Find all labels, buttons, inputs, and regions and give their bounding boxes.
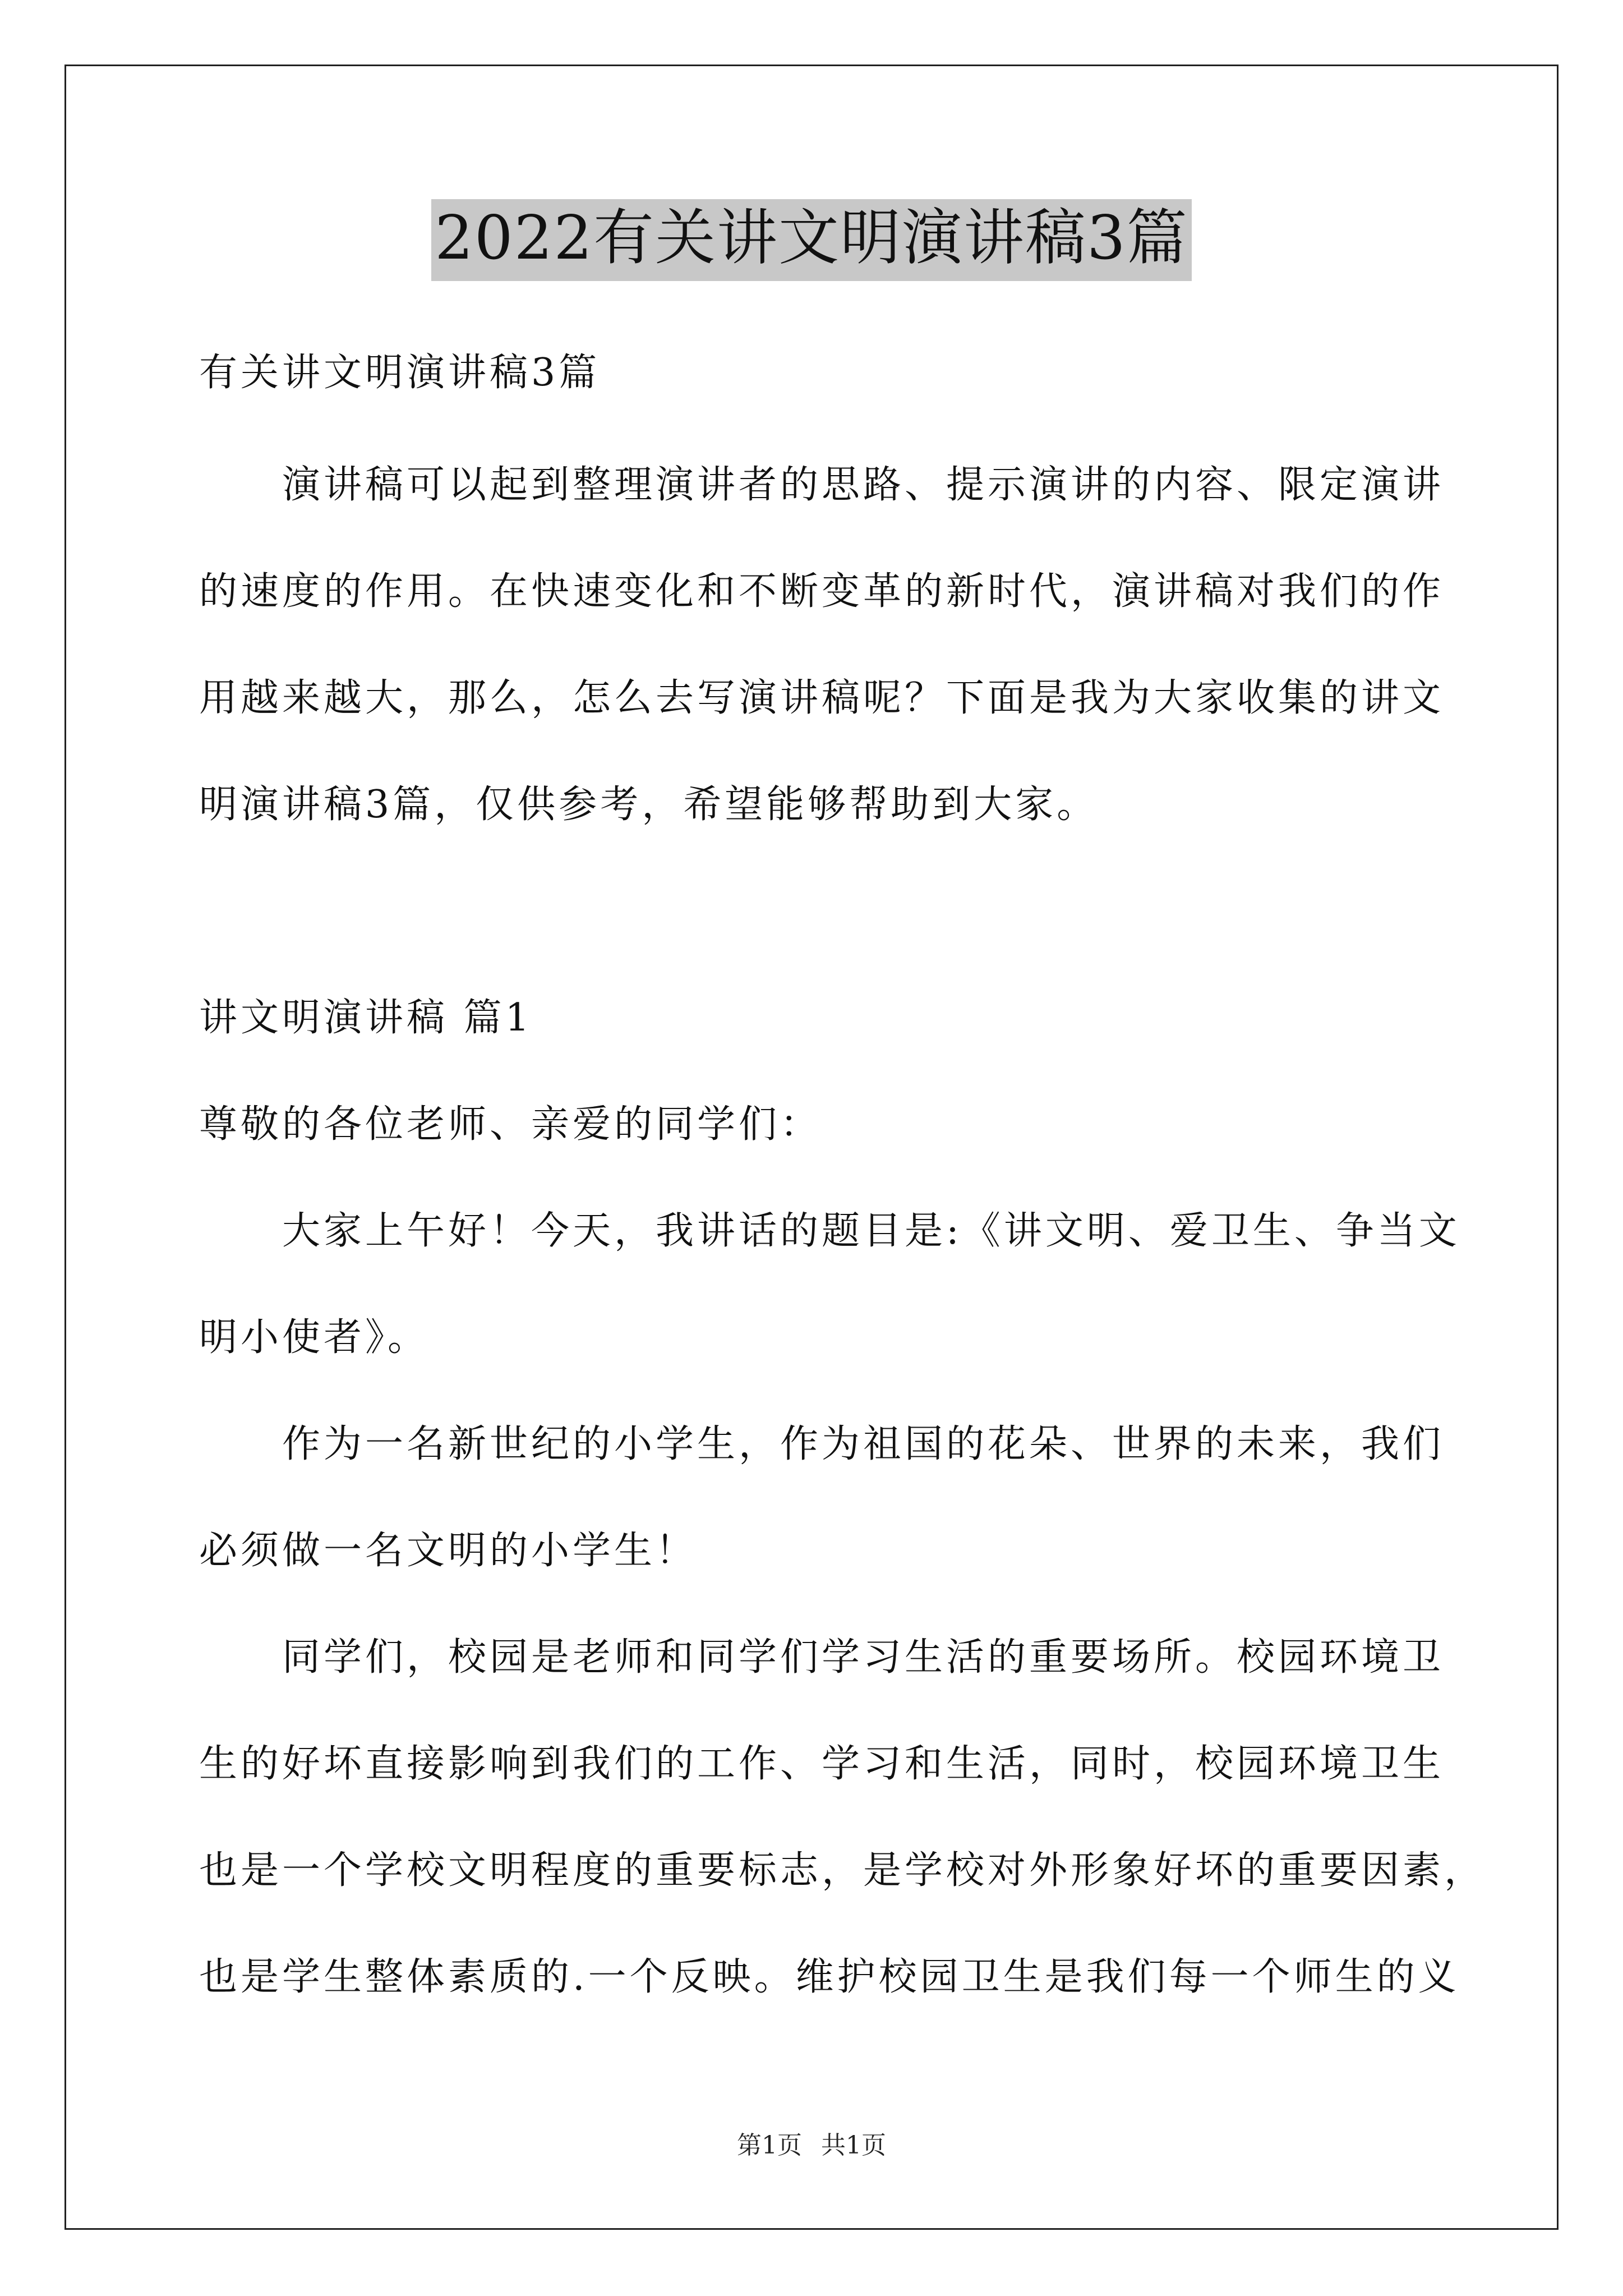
page-footer <box>0 2132 1623 2160</box>
body-line: 也是一个学校文明程度的重要标志，是学校对外形象好坏的重要因素， <box>199 1848 1486 1893</box>
page-total: 共1页 <box>821 2131 886 2160</box>
greeting-line: 尊敬的各位老师、亲爱的同学们： <box>199 1102 822 1147</box>
body-line: 同学们，校园是老师和同学们学习生活的重要场所。校园环境卫 <box>282 1635 1445 1680</box>
body-line: 生的好坏直接影响到我们的工作、学习和生活，同时，校园环境卫生 <box>199 1742 1445 1786</box>
body-line: 必须做一名文明的小学生！ <box>199 1529 698 1573</box>
intro-line: 演讲稿可以起到整理演讲者的思路、提示演讲的内容、限定演讲 <box>282 463 1445 507</box>
body-line: 也是学生整体素质的.一个反映。维护校园卫生是我们每一个师生的义 <box>199 1955 1460 1999</box>
document-title: 2022有关讲文明演讲稿3篇 <box>431 199 1192 281</box>
page-number: 第1页 <box>737 2131 802 2160</box>
intro-line: 的速度的作用。在快速变化和不断变革的新时代，演讲稿对我们的作 <box>199 569 1445 614</box>
body-line: 作为一名新世纪的小学生，作为祖国的花朵、世界的未来，我们 <box>282 1422 1445 1466</box>
title-container <box>0 199 1623 281</box>
intro-line: 明演讲稿3篇，仅供参考，希望能够帮助到大家。 <box>199 783 1099 827</box>
intro-line: 用越来越大，那么，怎么去写演讲稿呢？下面是我为大家收集的讲文 <box>199 676 1445 720</box>
section-heading: 讲文明演讲稿 篇1 <box>199 996 533 1040</box>
body-line: 明小使者》。 <box>199 1315 430 1360</box>
body-line: 大家上午好！今天，我讲话的题目是:《讲文明、爱卫生、争当文 <box>282 1209 1460 1253</box>
document-subtitle: 有关讲文明演讲稿3篇 <box>199 351 601 395</box>
